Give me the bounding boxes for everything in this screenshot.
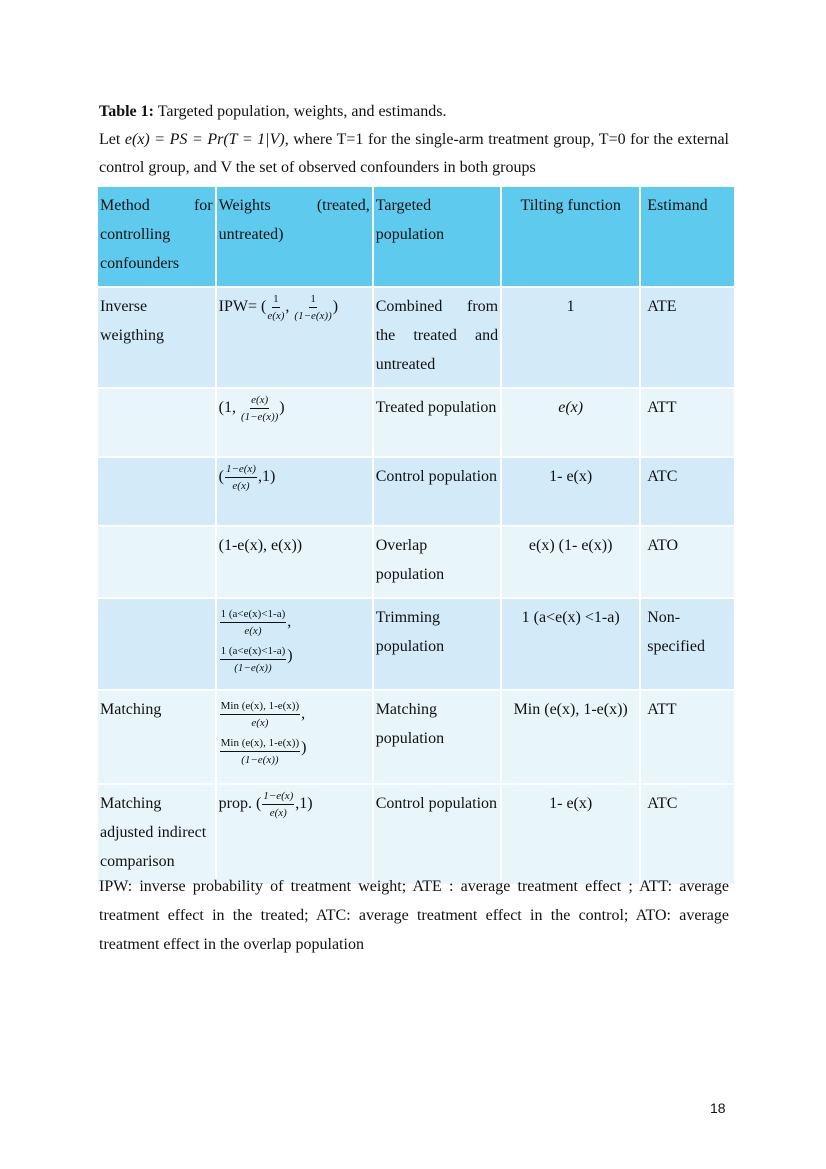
table-row xyxy=(98,527,734,597)
cell-method xyxy=(98,599,215,689)
cell-weights: (1, $\frac{e(x)}{(1-e(x))}$ ) xyxy=(217,389,372,456)
frac-den: e(x) xyxy=(269,807,287,819)
caption-label: Table 1: xyxy=(99,103,154,120)
frac-num: 1 xyxy=(272,292,280,308)
frac-den: e(x) xyxy=(267,310,285,322)
cell-estimand: ATC xyxy=(641,785,734,884)
cell-weights: (1-e(x), e(x)) xyxy=(217,527,372,597)
cell-method: Matching adjusted indirect comparison xyxy=(98,785,215,884)
fraction xyxy=(220,607,287,638)
cell-tilting: Min (e(x), 1-e(x)) xyxy=(502,691,639,783)
fraction xyxy=(262,789,294,820)
weights-prefix: prop. ( xyxy=(218,795,262,813)
table-row xyxy=(98,288,734,387)
cell-estimand: ATT xyxy=(641,691,734,783)
header-tilting: Tilting function xyxy=(502,187,639,286)
header-method: Method for controlling confounders xyxy=(98,187,215,286)
fraction xyxy=(220,736,301,767)
table-row xyxy=(98,458,734,525)
table-row xyxy=(98,785,734,884)
frac-num: Min (e(x), 1-e(x)) xyxy=(220,736,301,752)
frac-num: 1 xyxy=(309,292,317,308)
cell-tilting: 1- e(x) xyxy=(502,785,639,884)
frac-den: e(x) xyxy=(244,625,262,637)
table-caption xyxy=(99,98,729,182)
frac-den: (1−e(x)) xyxy=(240,411,279,423)
cell-targeted: Trimming population xyxy=(374,599,500,689)
frac-den: (1−e(x)) xyxy=(294,310,332,322)
fraction xyxy=(294,292,331,323)
cell-weights: $\frac{1 (a<e(x)<1-a)}{e(x)}$ , $\frac{1 (a<e(x)<1-a)}{(1-e(x))}$ ) xyxy=(217,599,372,689)
header-estimand: Estimand xyxy=(641,187,734,286)
weights-suffix: ,1) xyxy=(257,468,276,486)
frac-den: e(x) xyxy=(251,717,269,729)
fraction xyxy=(267,292,284,323)
frac-den: e(x) xyxy=(232,480,250,492)
fraction xyxy=(241,393,278,424)
cell-weights: ( $\frac{1-e(x)}{e(x)}$ ,1) xyxy=(217,458,372,525)
cell-weights: IPW= ( $\frac{1}{e(x)}$ , $\frac{1}{(1-e(x))}$ ) xyxy=(217,288,372,387)
cell-targeted: Combined from the treated and untreated xyxy=(374,288,500,387)
table-row xyxy=(98,599,734,689)
weights-suffix: ,1) xyxy=(295,795,313,813)
frac-num: e(x) xyxy=(250,393,269,409)
table-row xyxy=(98,389,734,456)
weights-prefix: IPW= ( xyxy=(218,298,267,316)
cell-tilting: 1 xyxy=(502,288,639,387)
cell-method xyxy=(98,389,215,456)
cell-tilting: e(x) xyxy=(502,389,639,456)
table-header-row xyxy=(98,187,734,286)
cell-tilting: 1 (a<e(x) <1-a) xyxy=(502,599,639,689)
cell-weights xyxy=(217,785,372,884)
cell-estimand: ATO xyxy=(641,527,734,597)
frac-num: 1 (a<e(x)<1-a) xyxy=(220,607,287,623)
frac-num: 1−e(x) xyxy=(262,789,294,805)
cell-tilting: e(x) (1- e(x)) xyxy=(502,527,639,597)
frac-num: Min (e(x), 1-e(x)) xyxy=(220,699,301,715)
table-footnote: IPW: inverse probability of treatment weight; ATE : average treatment effect ; ATT: average treatment effect in the treated; ATC: average treatment effect in the control; ATO: average treatment effect in the overlap population xyxy=(99,878,729,953)
caption-title: Targeted population, weights, and estimands. xyxy=(153,103,447,120)
fraction xyxy=(225,462,257,493)
cell-method: Matching xyxy=(98,691,215,783)
cell-weights: $\frac{\text{Min (e(x), 1-e(x))}}{e(x)}$ , $\frac{\text{Min (e(x), 1-e(x))}}{(1-e(x))}$ ) xyxy=(217,691,372,783)
fraction xyxy=(220,699,301,730)
header-targeted: Targeted population xyxy=(374,187,500,286)
weights-prefix: (1, xyxy=(218,399,240,417)
cell-method xyxy=(98,527,215,597)
frac-num: 1−e(x) xyxy=(225,462,257,478)
caption-description: , where T=1 for the single-arm treatment group, T=0 for the external control group, and V the set of observed confounders in both groups xyxy=(99,131,729,176)
estimands-table xyxy=(96,185,736,886)
frac-num: 1 (a<e(x)<1-a) xyxy=(220,644,287,660)
cell-estimand: ATT xyxy=(641,389,734,456)
cell-estimand: ATE xyxy=(641,288,734,387)
cell-estimand: Non-specified xyxy=(641,599,734,689)
cell-targeted: Control population xyxy=(374,785,500,884)
caption-math: e(x) = PS = Pr(T = 1|V) xyxy=(124,131,285,148)
cell-method xyxy=(98,458,215,525)
cell-targeted: Matching population xyxy=(374,691,500,783)
cell-targeted: Treated population xyxy=(374,389,500,456)
fraction xyxy=(220,644,287,675)
cell-targeted: Control population xyxy=(374,458,500,525)
page-number: 18 xyxy=(710,1100,726,1116)
cell-tilting: 1- e(x) xyxy=(502,458,639,525)
cell-estimand: ATC xyxy=(641,458,734,525)
header-weights: Weights (treated, untreated) xyxy=(217,187,372,286)
frac-den: (1−e(x)) xyxy=(241,754,279,766)
cell-targeted: Overlap population xyxy=(374,527,500,597)
caption-let: Let xyxy=(99,131,125,148)
frac-den: (1−e(x)) xyxy=(234,662,272,674)
table-row xyxy=(98,691,734,783)
cell-method: Inverse weigthing xyxy=(98,288,215,387)
